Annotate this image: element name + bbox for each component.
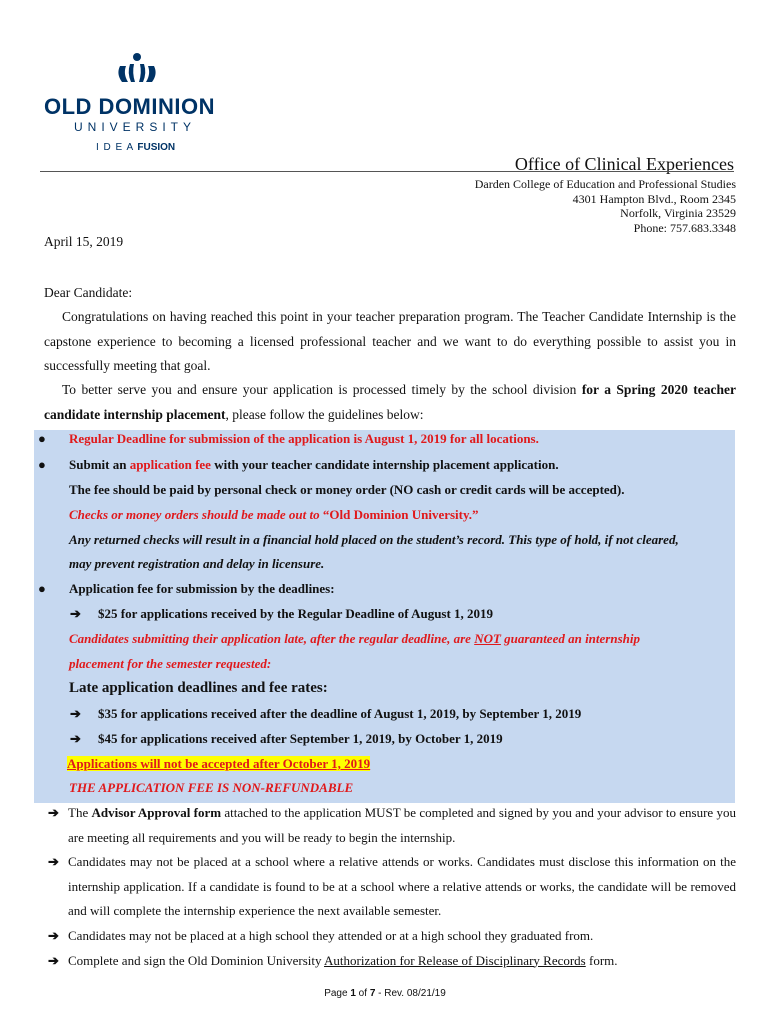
fee-regular-line: $25 for applications received by the Regular Deadline of August 1, 2019 [98, 606, 494, 621]
fee-line [69, 457, 559, 473]
disciplinary-records-link[interactable]: Authorization for Release of Disciplinary Records [324, 952, 586, 968]
non-refundable-line: THE APPLICATION FEE IS NON-REFUNDABLE [69, 780, 354, 795]
header-divider [40, 171, 734, 172]
footer-total: 7 [369, 988, 376, 999]
tagline-fusion: FUSION [137, 142, 176, 153]
not-accepted-line [67, 756, 370, 772]
arrow-right-icon: ➔ [48, 927, 59, 943]
guidelines-paragraph [44, 378, 736, 427]
footer-page-num: 1 [350, 988, 356, 999]
crown-icon [114, 52, 160, 86]
checks-payable: Checks or money orders should be made out to [69, 507, 323, 522]
logo-subtitle: UNIVERSITY [74, 120, 197, 134]
fee-deadlines-line: Application fee for submission by the deadlines: [69, 581, 335, 596]
footer-page-label: Page [324, 988, 351, 999]
office-title: Office of Clinical Experiences [514, 154, 734, 174]
intro-paragraph: Congratulations on having reached this point in your teacher preparation program. The Teacher Candidate Internship is the capstone experience to becoming a licensed professional teacher and we want to do everything possible to assist you in successfully meeting that goal. [44, 309, 736, 373]
arrow-right-icon: ➔ [70, 731, 81, 746]
fee-post: with your teacher candidate internship placement application. [210, 457, 559, 472]
sign-pre: Complete and sign the Old Dominion University [68, 952, 325, 968]
relative-text: Candidates may not be placed at a school where a relative attends or works. Candidates must disclose this information on the internship application. If a candidate is found to be at a school where a relative attends or works, the candidate will be removed and will complete the internship experience the next available semester. [68, 854, 736, 919]
arrow-right-icon: ➔ [70, 706, 81, 721]
p2-end: , please follow the guidelines below: [225, 406, 424, 422]
arrow-right-icon: ➔ [70, 606, 81, 621]
high-school-text: Candidates may not be placed at a high school they attended or at a high school they graduated from. [68, 927, 594, 943]
fee-payment-line: The fee should be paid by personal check or money order (NO cash or credit cards will be accepted). [69, 482, 625, 497]
address-line: Norfolk, Virginia 23529 [620, 206, 736, 221]
footer-of: of [355, 988, 370, 999]
checks-payable-line [69, 507, 479, 523]
p2-bold: for a Spring 2020 teacher candidate internship placement [44, 382, 736, 422]
office-address [475, 177, 736, 235]
late-1-not: NOT [474, 631, 501, 646]
deadline-line: Regular Deadline for submission of the application is August 1, 2019 for all locations. [69, 431, 539, 446]
late-fee-line-2: $45 for applications received after September 1, 2019, by October 1, 2019 [98, 731, 503, 746]
returned-checks-line-2: may prevent registration and delay in licensure. [69, 556, 325, 571]
requirements-list [48, 801, 736, 973]
advisor-post: attached to the application MUST be completed and signed by you and your advisor to ensure you are meeting all requirements and you will be ready to begin the internship. [68, 805, 736, 845]
address-line: 4301 Hampton Blvd., Room 2345 [572, 191, 736, 206]
late-warning-line-2: placement for the semester requested: [69, 656, 272, 671]
payable-name: “Old Dominion University.” [322, 507, 479, 522]
late-1-post: guaranteed an internship [500, 631, 640, 646]
footer-rev: - Rev. 08/21/19 [375, 988, 446, 999]
advisor-pre: The [68, 805, 92, 820]
list-item [48, 924, 736, 949]
returned-checks-line-1: Any returned checks will result in a financial hold placed on the student’s record. This type of hold, if not cleared, [69, 532, 679, 547]
logo-tagline [96, 142, 175, 153]
list-item [48, 850, 736, 924]
arrow-right-icon: ➔ [48, 805, 59, 820]
p2-start: To better serve you and ensure your application is processed timely by the school division [62, 382, 582, 397]
sign-post: form. [585, 952, 618, 968]
bullet-icon: ● [38, 457, 46, 472]
bullet-icon: ● [38, 431, 46, 446]
letter-greeting: Dear Candidate: [44, 285, 133, 300]
address-phone: Phone: 757.683.3348 [633, 220, 736, 235]
address-line: Darden College of Education and Professional Studies [474, 177, 736, 191]
late-warning-line-1 [69, 631, 640, 647]
fee-pre: Submit an [69, 457, 130, 472]
logo-wordmark: OLD DOMINION [44, 94, 215, 119]
odu-logo [44, 52, 234, 162]
late-title: Late application deadlines and fee rates: [69, 680, 328, 696]
page-footer [0, 988, 770, 999]
late-1-pre: Candidates submitting their application late, after the regular deadline, are [69, 631, 475, 646]
advisor-bold: Advisor Approval form [91, 805, 222, 820]
not-accepted: Applications will not be accepted after October 1, 2019 [67, 756, 371, 771]
bullet-icon: ● [38, 581, 46, 596]
tagline-idea: I D E A [96, 142, 134, 153]
list-item [48, 949, 736, 974]
arrow-right-icon: ➔ [48, 854, 59, 870]
fee-red: application fee [129, 457, 211, 472]
late-fee-line-1: $35 for applications received after the deadline of August 1, 2019, by September 1, 2019 [98, 706, 582, 721]
arrow-right-icon: ➔ [48, 952, 59, 968]
list-item [48, 801, 736, 850]
letter-date: April 15, 2019 [44, 234, 124, 249]
